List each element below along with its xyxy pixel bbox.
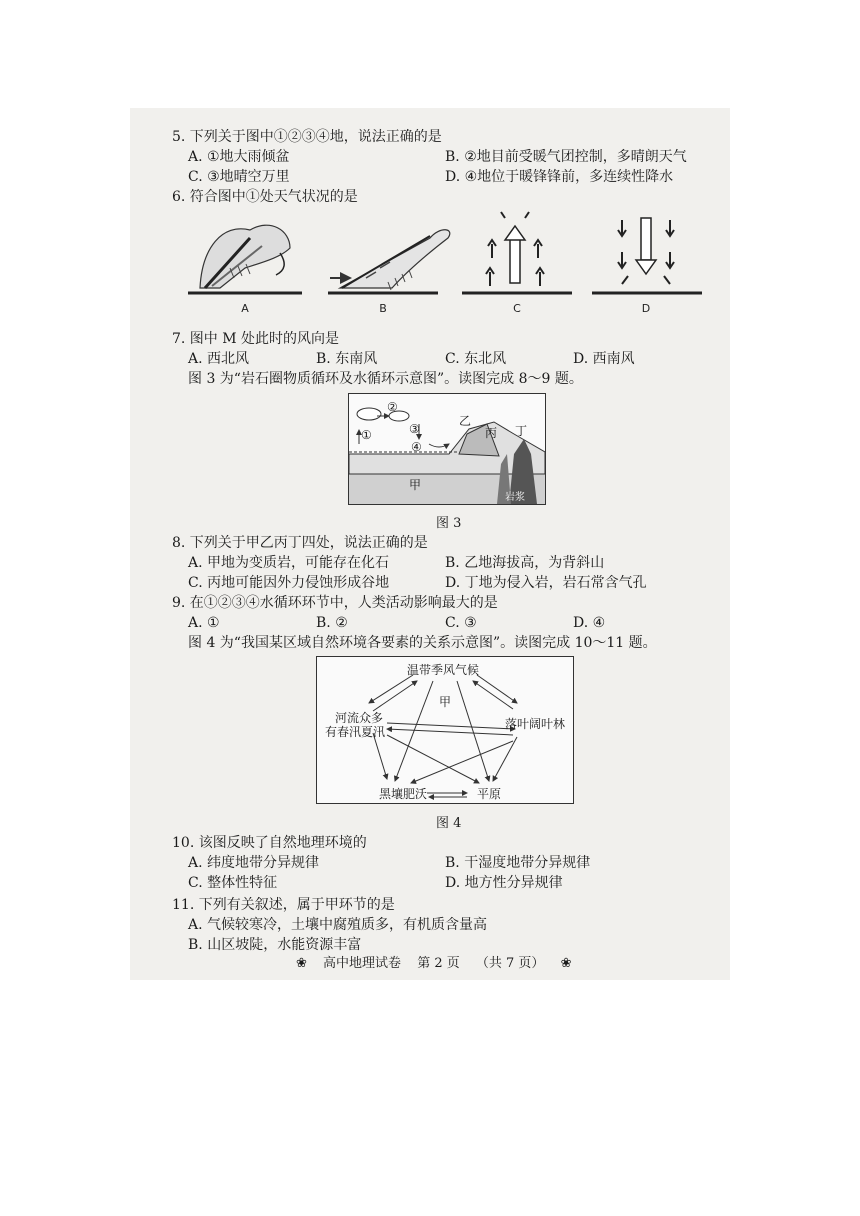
fig3-label-2: ② (387, 400, 398, 414)
question-9-option-c: C. ③ (445, 615, 477, 631)
figure-3-intro: 图 3 为“岩石圈物质循环及水循环示意图”。读图完成 8～9 题。 (188, 371, 583, 387)
figure-4-intro: 图 4 为“我国某区域自然环境各要素的关系示意图”。读图完成 10～11 题。 (188, 635, 657, 651)
figure-4-diagram (316, 656, 574, 804)
question-8-option-b: B. 乙地海拔高，为背斜山 (445, 555, 605, 571)
question-9-stem: 9. 在①②③④水循环环节中，人类活动影响最大的是 (172, 595, 498, 611)
question-10-stem: 10. 该图反映了自然地理环境的 (172, 835, 367, 851)
question-7-option-a: A. 西北风 (188, 351, 250, 367)
question-6-weather-figures (130, 208, 730, 320)
page-footer (290, 952, 577, 971)
figure-b-label: B (379, 302, 387, 315)
figure-a-label: A (241, 302, 249, 315)
question-8-option-a: A. 甲地为变质岩，可能存在化石 (188, 555, 390, 571)
figure-a-cold-front (188, 225, 302, 293)
fig4-river-1: 河流众多 (335, 711, 384, 725)
figure-d-label: D (641, 302, 651, 315)
footer-page: 第 2 页 (417, 956, 460, 971)
question-8-option-d: D. 丁地为侵入岩，岩石常含气孔 (445, 575, 647, 591)
question-11-option-a: A. 气候较寒冷，土壤中腐殖质多，有机质含量高 (188, 917, 488, 933)
figure-c-label: C (513, 302, 521, 315)
question-9-option-d: D. ④ (573, 615, 606, 631)
fig4-forest: 落叶阔叶林 (505, 717, 566, 731)
fig3-label-jia: 甲 (409, 478, 422, 492)
figure-4-caption: 图 4 (436, 816, 462, 831)
question-7-option-b: B. 东南风 (316, 351, 378, 367)
fig3-label-1: ① (361, 428, 372, 442)
fig4-river-2: 有春汛夏汛 (325, 725, 386, 739)
figure-3-caption: 图 3 (436, 516, 462, 531)
figure-d-sinking-air (592, 218, 702, 293)
fig3-label-ding: 丁 (515, 424, 528, 438)
fig4-plain: 平原 (477, 787, 502, 801)
footer-ornament-right: ❀ (560, 956, 572, 971)
question-11-option-b: B. 山区坡陡，水能资源丰富 (188, 937, 362, 953)
figure-b-warm-front (328, 230, 450, 293)
footer-ornament-left: ❀ (296, 956, 307, 971)
fig3-label-magma: 岩浆 (505, 492, 525, 503)
footer-total: （共 7 页） (475, 956, 545, 971)
question-8-stem: 8. 下列关于甲乙丙丁四处，说法正确的是 (172, 535, 428, 551)
footer-title: 高中地理试卷 (323, 956, 402, 971)
exam-page (130, 108, 730, 980)
question-10-option-d: D. 地方性分异规律 (445, 875, 563, 891)
figure-3-diagram (348, 393, 546, 505)
question-5-stem: 5. 下列关于图中①②③④地，说法正确的是 (172, 129, 442, 145)
question-5-option-d: D. ④地位于暖锋锋前，多连续性降水 (445, 169, 674, 185)
question-7-option-c: C. 东北风 (445, 351, 507, 367)
question-10-option-c: C. 整体性特征 (188, 875, 278, 891)
fig4-soil: 黑壤肥沃 (379, 787, 428, 801)
fig3-label-3: ③ (409, 422, 420, 436)
question-5-option-b: B. ②地目前受暖气团控制，多晴朗天气 (445, 149, 687, 165)
question-10-option-a: A. 纬度地带分异规律 (188, 855, 320, 871)
fig3-label-bing: 丙 (485, 426, 498, 440)
fig3-label-4: ④ (411, 440, 422, 454)
fig4-jia: 甲 (439, 695, 452, 709)
question-9-option-b: B. ② (316, 615, 348, 631)
question-11-stem: 11. 下列有关叙述，属于甲环节的是 (172, 897, 395, 913)
figure-c-rising-air (462, 212, 572, 293)
question-7-option-d: D. 西南风 (573, 351, 635, 367)
question-5-option-c: C. ③地晴空万里 (188, 169, 290, 185)
fig3-label-yi: 乙 (459, 414, 472, 428)
question-7-stem: 7. 图中 M 处此时的风向是 (172, 331, 340, 347)
question-5-option-a: A. ①地大雨倾盆 (188, 149, 290, 165)
question-6-stem: 6. 符合图中①处天气状况的是 (172, 189, 358, 205)
question-10-option-b: B. 干湿度地带分异规律 (445, 855, 591, 871)
fig4-climate: 温带季风气候 (407, 663, 480, 677)
question-9-option-a: A. ① (188, 615, 220, 631)
question-8-option-c: C. 丙地可能因外力侵蚀形成谷地 (188, 575, 390, 591)
